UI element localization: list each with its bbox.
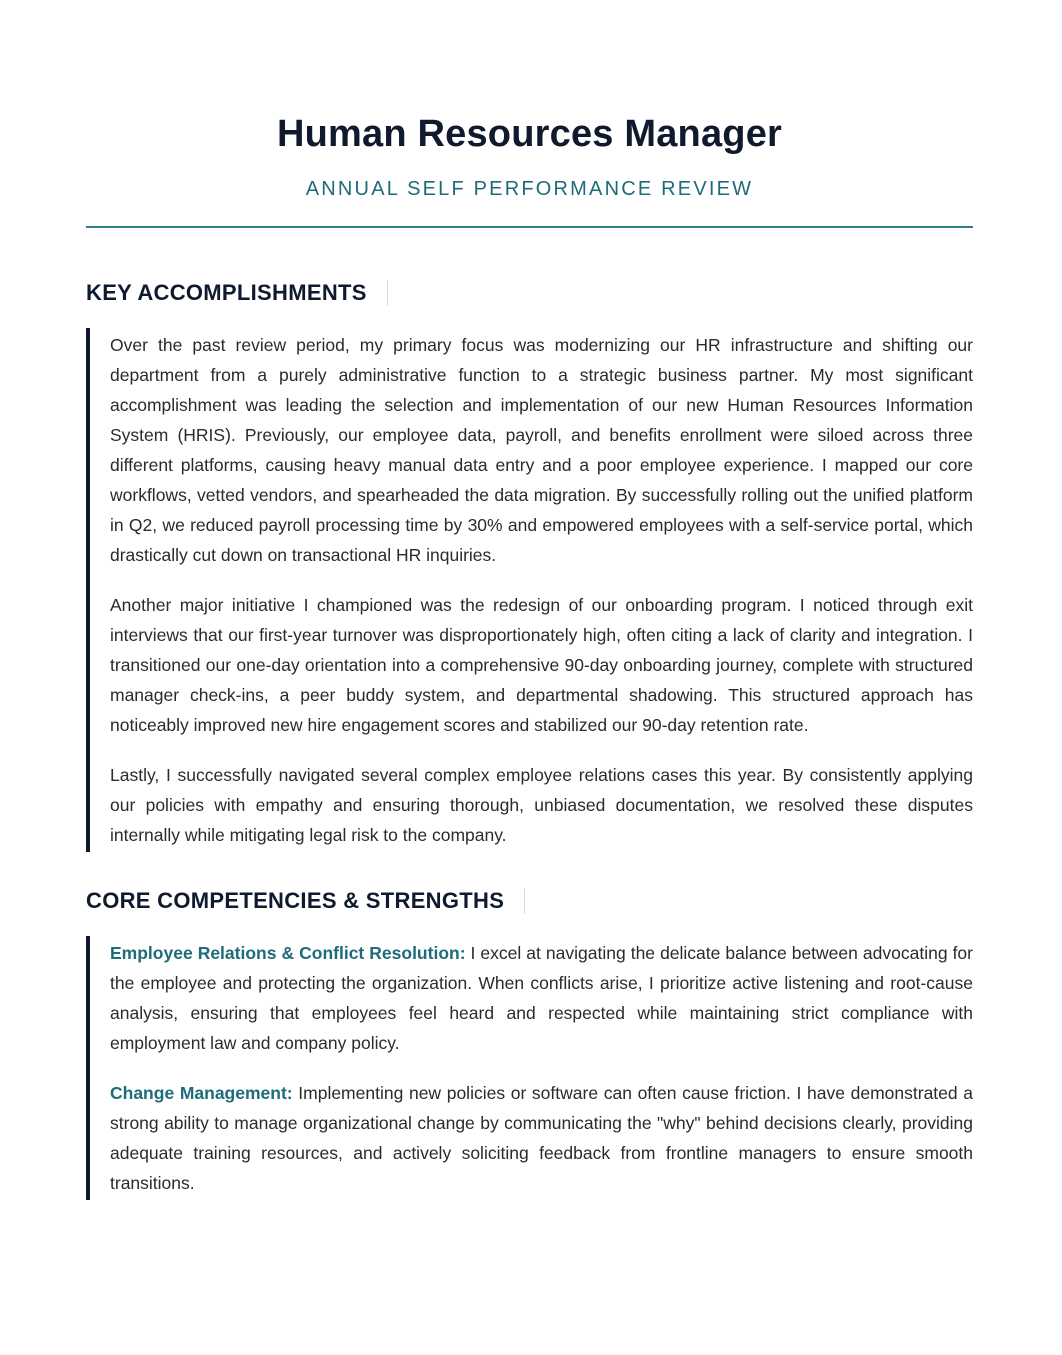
key-accomplishments-section (86, 280, 973, 852)
accomplishment-paragraph-2: Another major initiative I championed was the redesign of our onboarding program. I noticed through exit interviews that our first-year turnover was disproportionately high, often citing a lack of clarity and integration. I transitioned our one-day orientation into a comprehensive 90-day onboarding journey, complete with structured manager check-ins, a peer buddy system, and departmental shadowing. This structured approach has noticeably improved new hire engagement scores and stabilized our 90-day retention rate. (110, 595, 973, 735)
document-title: Human Resources Manager (276, 113, 783, 155)
competencies-body (86, 936, 973, 1200)
document-header (86, 0, 973, 228)
document-subtitle: ANNUAL SELF PERFORMANCE REVIEW (305, 178, 754, 200)
competency-item (110, 1078, 973, 1198)
competency-description: I excel at navigating the delicate balance between advocating for the employee and protecting the organization. When conflicts arise, I prioritize active listening and root-cause analysis, ensuring that employees feel heard and respected while maintaining strict compliance with employment law and company policy. (110, 943, 973, 1053)
section-heading-competencies: CORE COMPETENCIES & STRENGTHS (86, 888, 525, 914)
competency-description: Implementing new policies or software can often cause friction. I have demonstrated a strong ability to manage organizational change by communicating the "why" behind decisions clearly, providing adequate training resources, and actively soliciting feedback from frontline managers to ensure smooth transitions. (110, 1083, 974, 1193)
core-competencies-section (86, 888, 973, 1200)
competency-term: Change Management: (110, 1083, 293, 1103)
accomplishment-paragraph-3: Lastly, I successfully navigated several complex employee relations cases this year. By consistently applying our policies with empathy and ensuring thorough, unbiased documentation, we resolved these disputes internally while mitigating legal risk to the company. (110, 765, 973, 845)
header-divider (86, 226, 973, 228)
competency-item (110, 938, 973, 1058)
section-heading-accomplishments: KEY ACCOMPLISHMENTS (86, 280, 388, 306)
accomplishment-paragraph-1: Over the past review period, my primary focus was modernizing our HR infrastructure and shifting our department from a purely administrative function to a strategic business partner. My most significant accomplishment was leading the selection and implementation of our new Human Resources Information System (HRIS). Previously, our employee data, payroll, and benefits enrollment were siloed across three different platforms, causing heavy manual data entry and a poor employee experience. I mapped our core workflows, vetted vendors, and spearheaded the data migration. By successfully rolling out the unified platform in Q2, we reduced payroll processing time by 30% and empowered employees with a self-service portal, which drastically cut down on transactional HR inquiries. (110, 335, 973, 565)
accomplishments-body (86, 328, 973, 852)
competency-term: Employee Relations & Conflict Resolution: (110, 943, 466, 963)
